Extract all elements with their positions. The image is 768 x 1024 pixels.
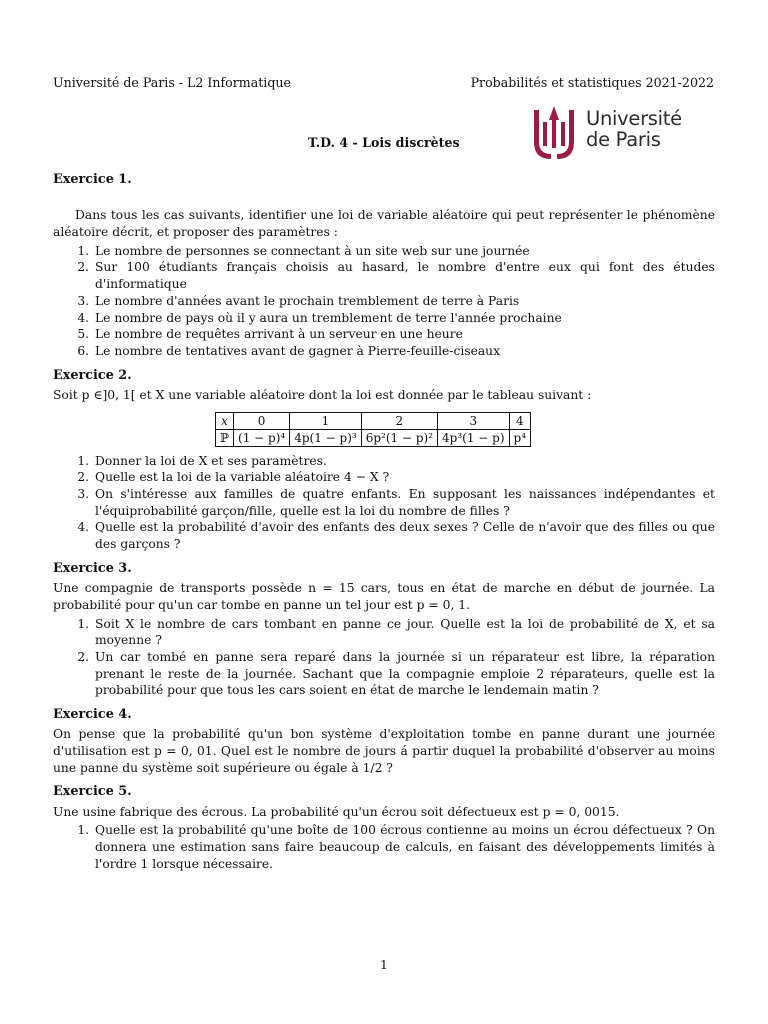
exercise-1-title: Exercice 1.	[53, 172, 132, 187]
exercise-4-text: On pense que la probabilité qu'un bon système d'exploitation tombe en panne durant une journée d'utilisation est p = 0, 01. Quel est le nombre de jours á partir duquel la probabilité d'observer au moins une panne du système soit supérieure ou égale à 1/2 ?	[53, 727, 715, 775]
table-cell: 3	[438, 412, 510, 429]
logo-text-line2: de Paris	[586, 128, 661, 151]
table-cell: 4p(1 − p)³	[290, 429, 362, 446]
table-cell: x	[216, 412, 234, 429]
exercise-5-title: Exercice 5.	[53, 784, 132, 800]
exercise-3-title: Exercice 3.	[53, 560, 132, 576]
exercise-3-list	[53, 616, 715, 700]
probability-table	[215, 412, 531, 447]
worksheet-body	[53, 170, 715, 873]
list-item: 5. Le nombre de requêtes arrivant à un serveur en une heure	[93, 326, 715, 343]
list-item: 3. Le nombre d'années avant le prochain tremblement de terre à Paris	[93, 293, 715, 310]
exercise-2-list	[53, 453, 715, 553]
header-course: Université de Paris - L2 Informatique	[53, 75, 291, 90]
list-item: 3. On s'intéresse aux familles de quatre enfants. En supposant les naissances indépendantes et l'équiprobabilité garçon/fille, quelle est la loi du nombre de filles ?	[93, 486, 715, 519]
exercise-5-list	[53, 822, 715, 872]
exercise-5-intro: Une usine fabrique des écrous. La probabilité qu'un écrou soit défectueux est p = 0, 0015.	[53, 804, 620, 819]
list-item: 1. Quelle est la probabilité qu'une boîte de 100 écrous contienne au moins un écrou défectueux ? On donnera une estimation sans faire beaucoup de calculs, en faisant des développements limités à l'ordre 1 lorsque nécessaire.	[93, 822, 715, 872]
table-row	[216, 429, 531, 446]
table-cell: 4p³(1 − p)	[438, 429, 510, 446]
exercise-2-title: Exercice 2.	[53, 367, 132, 383]
table-cell: 6p²(1 − p)²	[361, 429, 437, 446]
list-item: 1. Le nombre de personnes se connectant à un site web sur une journée	[93, 243, 715, 260]
table-cell: 2	[361, 412, 437, 429]
table-cell: (1 − p)⁴	[234, 429, 290, 446]
exercise-1-intro: Dans tous les cas suivants, identifier une loi de variable aléatoire qui peut représenter le phénomène aléatoire décrit, et proposer des paramètres :	[53, 208, 715, 239]
university-logo	[526, 104, 690, 162]
table-cell: ℙ	[216, 429, 234, 446]
list-item: 2. Quelle est la loi de la variable aléatoire 4 − X ?	[93, 469, 715, 486]
list-item: 6. Le nombre de tentatives avant de gagner à Pierre-feuille-ciseaux	[93, 343, 715, 360]
exercise-3-intro: Une compagnie de transports possède n = 15 cars, tous en état de marche en début de journée. La probabilité pour qu'un car tombe en panne un tel jour est p = 0, 1.	[53, 581, 715, 612]
list-item: 2. Sur 100 étudiants français choisis au hasard, le nombre d'entre eux qui font des études d'informatique	[93, 259, 715, 292]
table-cell: 4	[509, 412, 531, 429]
exercise-2-intro: Soit p ∈]0, 1[ et X une variable aléatoire dont la loi est donnée par le tableau suivant :	[53, 387, 592, 402]
exercise-1-list	[53, 243, 715, 360]
university-emblem-icon	[526, 104, 582, 162]
table-row	[216, 412, 531, 429]
list-item: 2. Un car tombé en panne sera reparé dans la journée si un réparateur est libre, la réparation prenant le reste de la journée. Sachant que la compagnie emploie 2 réparateurs, quelle est la probabilité pour que tous les cars soient en état de marche le lendemain matin ?	[93, 649, 715, 699]
logo-text-line1: Université	[586, 107, 682, 130]
worksheet-title: T.D. 4 - Lois discrètes	[308, 135, 460, 150]
list-item: 4. Le nombre de pays où il y aura un tremblement de terre l'année prochaine	[93, 310, 715, 327]
table-cell: 0	[234, 412, 290, 429]
page-number: 1	[380, 957, 388, 972]
table-cell: p⁴	[509, 429, 531, 446]
exercise-4-title: Exercice 4.	[53, 707, 132, 723]
list-item: 4. Quelle est la probabilité d'avoir des enfants des deux sexes ? Celle de n'avoir que des filles ou que des garçons ?	[93, 519, 715, 552]
header-subject-year: Probabilités et statistiques 2021-2022	[470, 75, 714, 90]
list-item: 1. Donner la loi de X et ses paramètres.	[93, 453, 715, 470]
list-item: 1. Soit X le nombre de cars tombant en panne ce jour. Quelle est la loi de probabilité de X, et sa moyenne ?	[93, 616, 715, 649]
table-cell: 1	[290, 412, 362, 429]
